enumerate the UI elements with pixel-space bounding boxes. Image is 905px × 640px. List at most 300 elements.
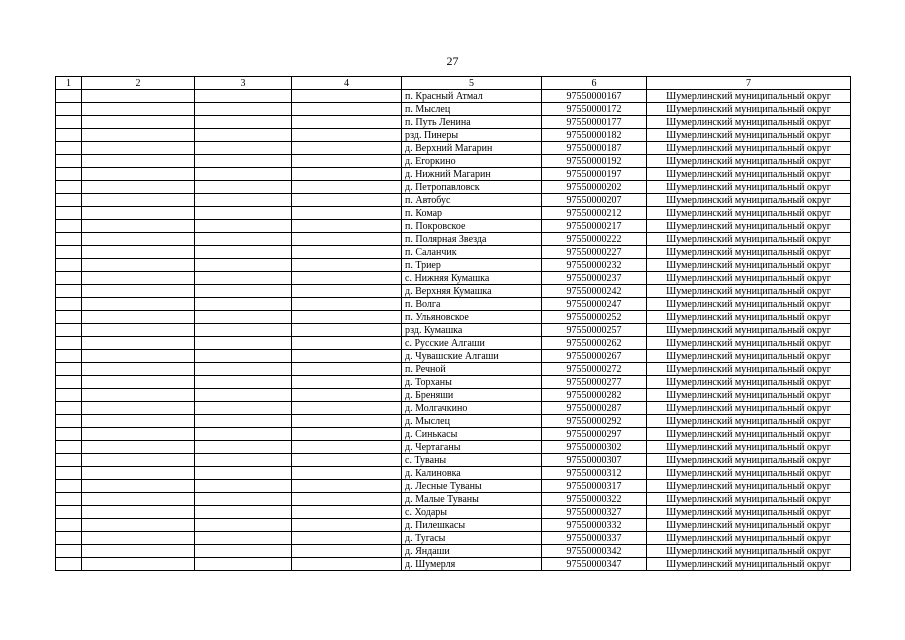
empty-cell xyxy=(82,155,195,168)
empty-cell xyxy=(82,311,195,324)
district-cell: Шумерлинский муниципальный округ xyxy=(647,285,851,298)
locality-name-cell: п. Покровское xyxy=(402,220,542,233)
table-row xyxy=(56,129,851,142)
empty-cell xyxy=(82,363,195,376)
locality-name-cell: д. Малые Туваны xyxy=(402,493,542,506)
empty-cell xyxy=(195,532,292,545)
district-cell: Шумерлинский муниципальный округ xyxy=(647,519,851,532)
locality-name-cell: п. Красный Атмал xyxy=(402,90,542,103)
locality-name-cell: п. Триер xyxy=(402,259,542,272)
empty-cell xyxy=(195,168,292,181)
oktmo-code-cell: 97550000182 xyxy=(542,129,647,142)
table-row xyxy=(56,298,851,311)
empty-cell xyxy=(292,493,402,506)
district-cell: Шумерлинский муниципальный округ xyxy=(647,441,851,454)
locality-name-cell: рзд. Кумашка xyxy=(402,324,542,337)
empty-cell xyxy=(292,155,402,168)
district-cell: Шумерлинский муниципальный округ xyxy=(647,220,851,233)
district-cell: Шумерлинский муниципальный округ xyxy=(647,246,851,259)
empty-cell xyxy=(292,168,402,181)
table-row xyxy=(56,168,851,181)
empty-cell xyxy=(195,90,292,103)
empty-cell xyxy=(82,90,195,103)
oktmo-code-cell: 97550000282 xyxy=(542,389,647,402)
empty-cell xyxy=(56,90,82,103)
empty-cell xyxy=(292,259,402,272)
empty-cell xyxy=(82,194,195,207)
table-row xyxy=(56,389,851,402)
district-cell: Шумерлинский муниципальный округ xyxy=(647,480,851,493)
empty-cell xyxy=(195,194,292,207)
locality-name-cell: п. Автобус xyxy=(402,194,542,207)
locality-name-cell: д. Калиновка xyxy=(402,467,542,480)
oktmo-code-cell: 97550000177 xyxy=(542,116,647,129)
table-row xyxy=(56,363,851,376)
locality-name-cell: д. Чертаганы xyxy=(402,441,542,454)
oktmo-code-cell: 97550000302 xyxy=(542,441,647,454)
oktmo-code-cell: 97550000337 xyxy=(542,532,647,545)
district-cell: Шумерлинский муниципальный округ xyxy=(647,493,851,506)
empty-cell xyxy=(195,454,292,467)
table-row xyxy=(56,155,851,168)
district-cell: Шумерлинский муниципальный округ xyxy=(647,311,851,324)
empty-cell xyxy=(56,129,82,142)
district-cell: Шумерлинский муниципальный округ xyxy=(647,90,851,103)
oktmo-code-cell: 97550000307 xyxy=(542,454,647,467)
empty-cell xyxy=(292,129,402,142)
column-number: 1 xyxy=(56,77,82,90)
empty-cell xyxy=(292,467,402,480)
empty-cell xyxy=(292,207,402,220)
locality-name-cell: д. Петропавловск xyxy=(402,181,542,194)
empty-cell xyxy=(292,363,402,376)
district-cell: Шумерлинский муниципальный округ xyxy=(647,532,851,545)
empty-cell xyxy=(292,454,402,467)
empty-cell xyxy=(292,441,402,454)
empty-cell xyxy=(82,285,195,298)
oktmo-code-cell: 97550000292 xyxy=(542,415,647,428)
empty-cell xyxy=(82,493,195,506)
district-cell: Шумерлинский муниципальный округ xyxy=(647,181,851,194)
empty-cell xyxy=(195,558,292,571)
empty-cell xyxy=(195,506,292,519)
empty-cell xyxy=(292,337,402,350)
district-cell: Шумерлинский муниципальный округ xyxy=(647,116,851,129)
empty-cell xyxy=(56,311,82,324)
district-cell: Шумерлинский муниципальный округ xyxy=(647,168,851,181)
empty-cell xyxy=(56,246,82,259)
district-cell: Шумерлинский муниципальный округ xyxy=(647,467,851,480)
table-row xyxy=(56,337,851,350)
empty-cell xyxy=(292,506,402,519)
empty-cell xyxy=(82,116,195,129)
table-row xyxy=(56,233,851,246)
empty-cell xyxy=(195,311,292,324)
empty-cell xyxy=(56,519,82,532)
empty-cell xyxy=(82,246,195,259)
district-cell: Шумерлинский муниципальный округ xyxy=(647,259,851,272)
empty-cell xyxy=(292,519,402,532)
locality-name-cell: п. Саланчик xyxy=(402,246,542,259)
locality-name-cell: с. Туваны xyxy=(402,454,542,467)
empty-cell xyxy=(195,441,292,454)
empty-cell xyxy=(82,467,195,480)
table-row xyxy=(56,545,851,558)
oktmo-code-cell: 97550000332 xyxy=(542,519,647,532)
empty-cell xyxy=(292,116,402,129)
district-cell: Шумерлинский муниципальный округ xyxy=(647,233,851,246)
empty-cell xyxy=(56,376,82,389)
oktmo-code-cell: 97550000192 xyxy=(542,155,647,168)
oktmo-code-cell: 97550000187 xyxy=(542,142,647,155)
table-row xyxy=(56,493,851,506)
locality-name-cell: д. Нижний Магарин xyxy=(402,168,542,181)
empty-cell xyxy=(56,116,82,129)
table-row xyxy=(56,402,851,415)
empty-cell xyxy=(56,363,82,376)
empty-cell xyxy=(292,194,402,207)
table-row xyxy=(56,311,851,324)
locality-name-cell: д. Егоркино xyxy=(402,155,542,168)
empty-cell xyxy=(82,519,195,532)
empty-cell xyxy=(82,415,195,428)
table-row xyxy=(56,480,851,493)
locality-name-cell: д. Молгачкино xyxy=(402,402,542,415)
oktmo-code-cell: 97550000272 xyxy=(542,363,647,376)
empty-cell xyxy=(195,103,292,116)
empty-cell xyxy=(195,402,292,415)
empty-cell xyxy=(292,545,402,558)
empty-cell xyxy=(292,532,402,545)
oktmo-code-cell: 97550000342 xyxy=(542,545,647,558)
empty-cell xyxy=(82,181,195,194)
empty-cell xyxy=(292,285,402,298)
empty-cell xyxy=(56,506,82,519)
empty-cell xyxy=(82,142,195,155)
empty-cell xyxy=(56,142,82,155)
table-row xyxy=(56,506,851,519)
oktmo-code-cell: 97550000257 xyxy=(542,324,647,337)
empty-cell xyxy=(56,441,82,454)
locality-name-cell: п. Мыслец xyxy=(402,103,542,116)
empty-cell xyxy=(292,415,402,428)
empty-cell xyxy=(56,181,82,194)
empty-cell xyxy=(82,129,195,142)
table-row xyxy=(56,103,851,116)
district-cell: Шумерлинский муниципальный округ xyxy=(647,194,851,207)
district-cell: Шумерлинский муниципальный округ xyxy=(647,103,851,116)
empty-cell xyxy=(195,285,292,298)
empty-cell xyxy=(195,376,292,389)
locality-name-cell: д. Бреняши xyxy=(402,389,542,402)
table-row xyxy=(56,350,851,363)
empty-cell xyxy=(82,298,195,311)
district-cell: Шумерлинский муниципальный округ xyxy=(647,389,851,402)
empty-cell xyxy=(292,350,402,363)
empty-cell xyxy=(195,324,292,337)
locality-name-cell: д. Яндаши xyxy=(402,545,542,558)
district-cell: Шумерлинский муниципальный округ xyxy=(647,558,851,571)
locality-name-cell: д. Чувашские Алгаши xyxy=(402,350,542,363)
page-number: 27 xyxy=(446,54,459,68)
empty-cell xyxy=(195,207,292,220)
locality-name-cell: п. Полярная Звезда xyxy=(402,233,542,246)
locality-name-cell: с. Русские Алгаши xyxy=(402,337,542,350)
empty-cell xyxy=(56,103,82,116)
column-number: 2 xyxy=(82,77,195,90)
table-row xyxy=(56,220,851,233)
empty-cell xyxy=(56,545,82,558)
empty-cell xyxy=(195,220,292,233)
empty-cell xyxy=(292,233,402,246)
table-row xyxy=(56,519,851,532)
empty-cell xyxy=(292,220,402,233)
empty-cell xyxy=(82,168,195,181)
empty-cell xyxy=(195,363,292,376)
empty-cell xyxy=(195,337,292,350)
oktmo-code-cell: 97550000207 xyxy=(542,194,647,207)
table-row xyxy=(56,90,851,103)
oktmo-code-cell: 97550000242 xyxy=(542,285,647,298)
empty-cell xyxy=(82,532,195,545)
empty-cell xyxy=(292,324,402,337)
empty-cell xyxy=(292,246,402,259)
table-row xyxy=(56,285,851,298)
empty-cell xyxy=(195,519,292,532)
empty-cell xyxy=(195,415,292,428)
empty-cell xyxy=(56,324,82,337)
oktmo-code-cell: 97550000287 xyxy=(542,402,647,415)
empty-cell xyxy=(195,181,292,194)
district-cell: Шумерлинский муниципальный округ xyxy=(647,350,851,363)
column-number: 4 xyxy=(292,77,402,90)
column-number: 6 xyxy=(542,77,647,90)
locality-name-cell: д. Пилешкасы xyxy=(402,519,542,532)
empty-cell xyxy=(292,142,402,155)
empty-cell xyxy=(56,272,82,285)
empty-cell xyxy=(56,428,82,441)
empty-cell xyxy=(56,480,82,493)
empty-cell xyxy=(56,155,82,168)
empty-cell xyxy=(292,311,402,324)
empty-cell xyxy=(82,454,195,467)
empty-cell xyxy=(56,220,82,233)
empty-cell xyxy=(292,402,402,415)
district-cell: Шумерлинский муниципальный округ xyxy=(647,142,851,155)
empty-cell xyxy=(82,428,195,441)
empty-cell xyxy=(292,181,402,194)
oktmo-code-cell: 97550000167 xyxy=(542,90,647,103)
empty-cell xyxy=(195,233,292,246)
district-cell: Шумерлинский муниципальный округ xyxy=(647,129,851,142)
empty-cell xyxy=(195,467,292,480)
oktmo-code-cell: 97550000252 xyxy=(542,311,647,324)
district-cell: Шумерлинский муниципальный округ xyxy=(647,454,851,467)
empty-cell xyxy=(195,129,292,142)
oktmo-code-cell: 97550000312 xyxy=(542,467,647,480)
empty-cell xyxy=(195,389,292,402)
table-row xyxy=(56,181,851,194)
locality-name-cell: п. Речной xyxy=(402,363,542,376)
locality-name-cell: рзд. Пинеры xyxy=(402,129,542,142)
locality-name-cell: д. Тугасы xyxy=(402,532,542,545)
locality-name-cell: с. Ходары xyxy=(402,506,542,519)
empty-cell xyxy=(82,389,195,402)
oktmo-code-cell: 97550000277 xyxy=(542,376,647,389)
empty-cell xyxy=(56,493,82,506)
district-cell: Шумерлинский муниципальный округ xyxy=(647,363,851,376)
empty-cell xyxy=(82,220,195,233)
empty-cell xyxy=(56,259,82,272)
oktmo-code-cell: 97550000262 xyxy=(542,337,647,350)
empty-cell xyxy=(56,350,82,363)
oktmo-code-cell: 97550000212 xyxy=(542,207,647,220)
locality-name-cell: п. Ульяновское xyxy=(402,311,542,324)
empty-cell xyxy=(195,246,292,259)
empty-cell xyxy=(82,558,195,571)
empty-cell xyxy=(292,480,402,493)
empty-cell xyxy=(82,207,195,220)
oktmo-code-cell: 97550000347 xyxy=(542,558,647,571)
empty-cell xyxy=(195,298,292,311)
empty-cell xyxy=(292,389,402,402)
empty-cell xyxy=(195,142,292,155)
district-cell: Шумерлинский муниципальный округ xyxy=(647,207,851,220)
district-cell: Шумерлинский муниципальный округ xyxy=(647,402,851,415)
table-row xyxy=(56,324,851,337)
empty-cell xyxy=(82,402,195,415)
empty-cell xyxy=(56,298,82,311)
oktmo-code-cell: 97550000322 xyxy=(542,493,647,506)
table-row xyxy=(56,116,851,129)
district-cell: Шумерлинский муниципальный округ xyxy=(647,415,851,428)
locality-name-cell: д. Лесные Туваны xyxy=(402,480,542,493)
locality-name-cell: с. Нижняя Кумашка xyxy=(402,272,542,285)
empty-cell xyxy=(82,506,195,519)
table-row xyxy=(56,246,851,259)
empty-cell xyxy=(292,103,402,116)
table-row xyxy=(56,454,851,467)
oktmo-code-cell: 97550000247 xyxy=(542,298,647,311)
oktmo-code-cell: 97550000237 xyxy=(542,272,647,285)
empty-cell xyxy=(82,337,195,350)
column-number: 7 xyxy=(647,77,851,90)
empty-cell xyxy=(56,558,82,571)
empty-cell xyxy=(195,428,292,441)
district-cell: Шумерлинский муниципальный округ xyxy=(647,298,851,311)
column-number: 5 xyxy=(402,77,542,90)
empty-cell xyxy=(82,350,195,363)
district-cell: Шумерлинский муниципальный округ xyxy=(647,324,851,337)
empty-cell xyxy=(82,259,195,272)
district-cell: Шумерлинский муниципальный округ xyxy=(647,428,851,441)
table-row xyxy=(56,415,851,428)
empty-cell xyxy=(292,376,402,389)
empty-cell xyxy=(82,233,195,246)
empty-cell xyxy=(292,90,402,103)
locality-name-cell: д. Верхний Магарин xyxy=(402,142,542,155)
locality-name-cell: д. Синькасы xyxy=(402,428,542,441)
locality-name-cell: д. Верхняя Кумашка xyxy=(402,285,542,298)
empty-cell xyxy=(82,324,195,337)
empty-cell xyxy=(56,454,82,467)
oktmo-code-cell: 97550000267 xyxy=(542,350,647,363)
locality-name-cell: п. Путь Ленина xyxy=(402,116,542,129)
table-row xyxy=(56,428,851,441)
empty-cell xyxy=(56,194,82,207)
table-row xyxy=(56,272,851,285)
table-row xyxy=(56,207,851,220)
empty-cell xyxy=(195,272,292,285)
empty-cell xyxy=(56,402,82,415)
table-row xyxy=(56,142,851,155)
empty-cell xyxy=(82,272,195,285)
empty-cell xyxy=(292,558,402,571)
table-row xyxy=(56,558,851,571)
district-cell: Шумерлинский муниципальный округ xyxy=(647,506,851,519)
locality-name-cell: п. Волга xyxy=(402,298,542,311)
empty-cell xyxy=(195,545,292,558)
district-cell: Шумерлинский муниципальный округ xyxy=(647,545,851,558)
district-cell: Шумерлинский муниципальный округ xyxy=(647,155,851,168)
table-row xyxy=(56,259,851,272)
oktmo-code-cell: 97550000227 xyxy=(542,246,647,259)
oktmo-code-cell: 97550000327 xyxy=(542,506,647,519)
empty-cell xyxy=(56,467,82,480)
locality-name-cell: д. Мыслец xyxy=(402,415,542,428)
empty-cell xyxy=(292,428,402,441)
table-row xyxy=(56,194,851,207)
table-row xyxy=(56,441,851,454)
empty-cell xyxy=(195,350,292,363)
locality-name-cell: д. Торханы xyxy=(402,376,542,389)
oktmo-code-cell: 97550000317 xyxy=(542,480,647,493)
empty-cell xyxy=(195,116,292,129)
empty-cell xyxy=(56,415,82,428)
district-cell: Шумерлинский муниципальный округ xyxy=(647,376,851,389)
oktmo-code-cell: 97550000222 xyxy=(542,233,647,246)
empty-cell xyxy=(195,259,292,272)
oktmo-code-cell: 97550000232 xyxy=(542,259,647,272)
column-number: 3 xyxy=(195,77,292,90)
locality-name-cell: д. Шумерля xyxy=(402,558,542,571)
empty-cell xyxy=(195,480,292,493)
empty-cell xyxy=(82,376,195,389)
column-number-row xyxy=(56,77,851,90)
oktmo-code-cell: 97550000197 xyxy=(542,168,647,181)
empty-cell xyxy=(56,168,82,181)
oktmo-code-cell: 97550000202 xyxy=(542,181,647,194)
district-cell: Шумерлинский муниципальный округ xyxy=(647,272,851,285)
table-row xyxy=(56,532,851,545)
oktmo-code-cell: 97550000297 xyxy=(542,428,647,441)
empty-cell xyxy=(56,233,82,246)
oktmo-code-cell: 97550000217 xyxy=(542,220,647,233)
locality-name-cell: п. Комар xyxy=(402,207,542,220)
empty-cell xyxy=(82,103,195,116)
register-table xyxy=(55,76,851,571)
empty-cell xyxy=(195,155,292,168)
empty-cell xyxy=(56,285,82,298)
empty-cell xyxy=(82,441,195,454)
empty-cell xyxy=(292,298,402,311)
empty-cell xyxy=(82,545,195,558)
table-row xyxy=(56,467,851,480)
empty-cell xyxy=(292,272,402,285)
district-cell: Шумерлинский муниципальный округ xyxy=(647,337,851,350)
empty-cell xyxy=(56,337,82,350)
empty-cell xyxy=(82,480,195,493)
